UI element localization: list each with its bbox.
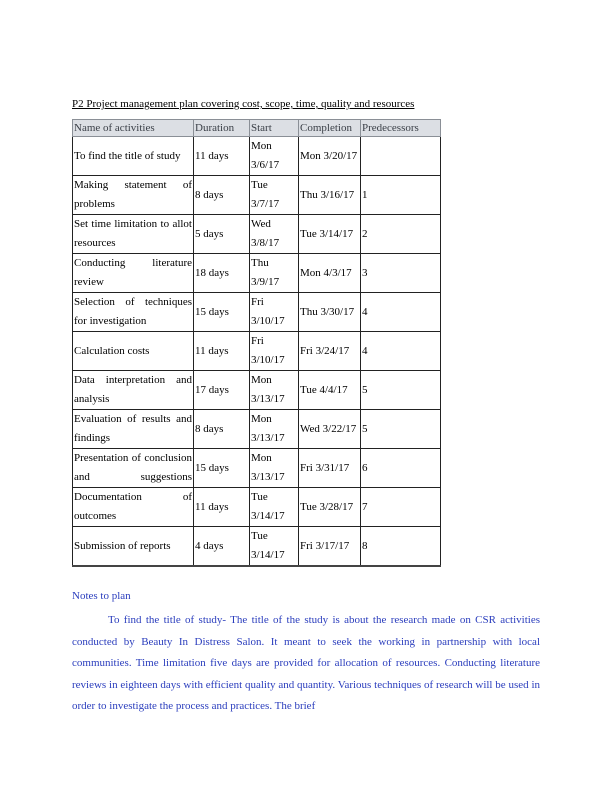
header-start: Start [250,120,299,137]
activity-duration: 5 days [194,215,250,254]
activity-duration: 11 days [194,137,250,176]
table-row [73,488,441,527]
activity-predecessor: 4 [361,332,441,371]
activity-duration: 15 days [194,449,250,488]
activity-start: Fri 3/10/17 [250,293,299,332]
activity-predecessor: 4 [361,293,441,332]
activity-start: Mon 3/13/17 [250,371,299,410]
activity-predecessor: 3 [361,254,441,293]
table-header-row [73,120,441,137]
notes-heading: Notes to plan [72,590,131,602]
activity-predecessor: 7 [361,488,441,527]
activity-name: Selection of techniques for investigation [73,293,194,332]
activity-completion: Tue 3/14/17 [299,215,361,254]
activity-start: Tue 3/14/17 [250,488,299,527]
activity-name: Set time limitation to allot resources [73,215,194,254]
activity-predecessor [361,137,441,176]
activity-completion: Tue 3/28/17 [299,488,361,527]
activity-name: Submission of reports [73,527,194,567]
activity-name: To find the title of study [73,137,194,176]
activity-duration: 8 days [194,410,250,449]
activity-name: Making statement of problems [73,176,194,215]
activity-start: Fri 3/10/17 [250,332,299,371]
activity-completion: Thu 3/30/17 [299,293,361,332]
project-plan-table [72,119,441,567]
header-completion: Completion [299,120,361,137]
table-row [73,176,441,215]
activity-duration: 8 days [194,176,250,215]
activity-start: Wed 3/8/17 [250,215,299,254]
activity-duration: 17 days [194,371,250,410]
table-row [73,410,441,449]
table-row [73,293,441,332]
activity-predecessor: 5 [361,410,441,449]
activity-completion: Wed 3/22/17 [299,410,361,449]
activity-completion: Fri 3/17/17 [299,527,361,567]
table-caption: P2 Project management plan covering cost, scope, time, quality and resources [72,98,415,110]
activity-completion: Mon 3/20/17 [299,137,361,176]
table-row [73,215,441,254]
activity-completion: Fri 3/24/17 [299,332,361,371]
activity-start: Tue 3/7/17 [250,176,299,215]
table-row [73,137,441,176]
activity-duration: 4 days [194,527,250,567]
activity-start: Mon 3/13/17 [250,449,299,488]
activity-name: Presentation of conclusion and suggestions [73,449,194,488]
activity-predecessor: 6 [361,449,441,488]
activity-predecessor: 1 [361,176,441,215]
notes-paragraph: To find the title of study- The title of the study is about the research made on CSR activities conducted by Beauty In Distress Salon. It meant to seek the working in partnership with local communities. Time limitation five days are provided for allocation of resources. Conducting literature reviews in eighteen days with efficient quality and quantity. Various techniques of research will be used in order to investigate the process and practices. The brief [72,614,540,712]
activity-duration: 11 days [194,332,250,371]
activity-name: Documentation of outcomes [73,488,194,527]
activity-start: Mon 3/13/17 [250,410,299,449]
activity-duration: 18 days [194,254,250,293]
activity-completion: Mon 4/3/17 [299,254,361,293]
table-row [73,371,441,410]
activity-name: Calculation costs [73,332,194,371]
activity-start: Tue 3/14/17 [250,527,299,567]
activity-start: Mon 3/6/17 [250,137,299,176]
activity-completion: Tue 4/4/17 [299,371,361,410]
activity-duration: 15 days [194,293,250,332]
activity-completion: Thu 3/16/17 [299,176,361,215]
activity-predecessor: 5 [361,371,441,410]
header-duration: Duration [194,120,250,137]
table-row [73,332,441,371]
activity-predecessor: 8 [361,527,441,567]
header-predecessors: Predecessors [361,120,441,137]
activity-predecessor: 2 [361,215,441,254]
activity-name: Evaluation of results and findings [73,410,194,449]
table-row [73,254,441,293]
activity-name: Data interpretation and analysis [73,371,194,410]
activity-completion: Fri 3/31/17 [299,449,361,488]
table-row [73,449,441,488]
activity-duration: 11 days [194,488,250,527]
activity-start: Thu 3/9/17 [250,254,299,293]
activity-name: Conducting literature review [73,254,194,293]
header-name: Name of activities [73,120,194,137]
table-row [73,527,441,567]
